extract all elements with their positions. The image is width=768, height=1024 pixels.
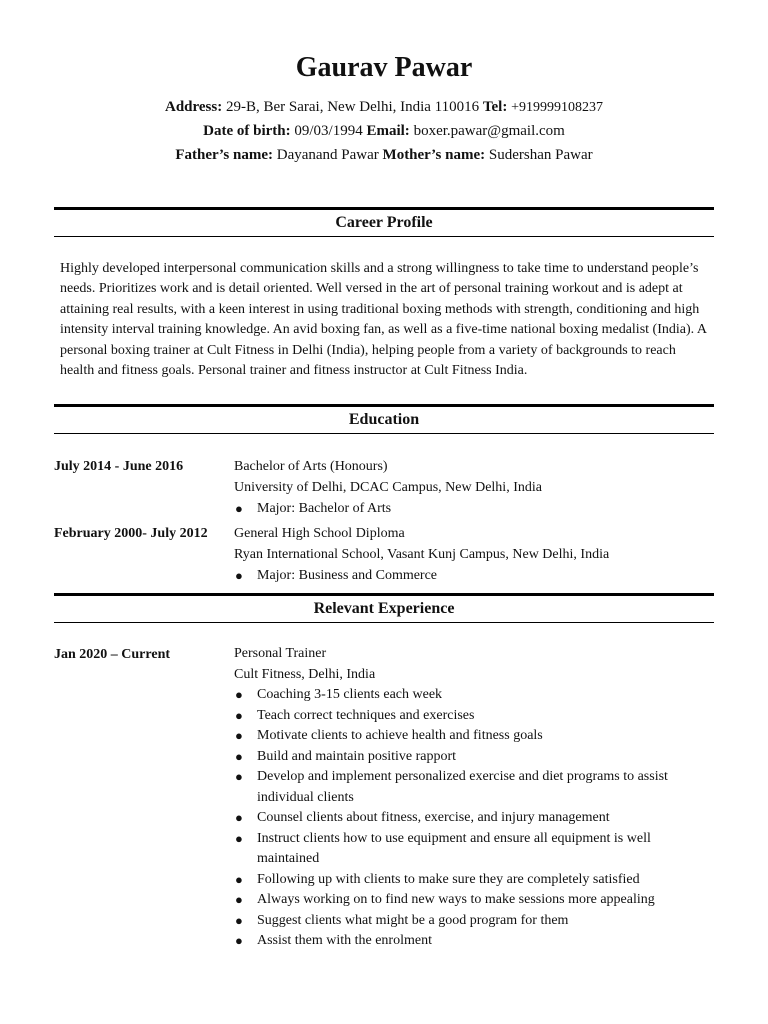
experience-entry — [234, 644, 714, 952]
bullet-icon: ● — [235, 933, 243, 948]
bullet-text: Suggest clients what might be a good program for them — [257, 912, 569, 928]
experience-company: Cult Fitness, Delhi, India — [234, 666, 376, 682]
experience-role: Personal Trainer — [234, 646, 327, 661]
experience-title: Relevant Experience — [313, 600, 455, 617]
mother-label: Mother’s name: — [382, 147, 486, 163]
education-bullets — [234, 565, 714, 586]
contact-line-dob — [0, 121, 768, 141]
list-item — [234, 498, 714, 519]
bullet-icon: ● — [235, 871, 243, 887]
contact-line-parents — [0, 145, 768, 165]
list-item — [234, 829, 714, 870]
education-major: Major: Business and Commerce — [257, 568, 438, 583]
list-item — [234, 931, 714, 952]
bullet-icon: ● — [235, 707, 243, 723]
bullet-icon: ● — [235, 568, 243, 583]
bullet-icon: ● — [235, 728, 243, 743]
list-item — [234, 685, 714, 706]
bullet-icon: ● — [235, 830, 243, 846]
bullet-text: Develop and implement personalized exercise and diet programs to assist individual clients — [257, 769, 668, 805]
mother-value: Sudershan Pawar — [488, 147, 593, 163]
dob-value: 09/03/1994 — [294, 123, 363, 139]
list-item — [234, 726, 714, 747]
bullet-icon: ● — [235, 687, 243, 702]
father-label: Father’s name: — [175, 147, 273, 163]
career-profile-text: Highly developed interpersonal communication skills and a strong willingness to take time to understand people’s needs. Prioritizes work and is detail oriented. Well versed in the art of personal training workout and is adept at attaining real results, with a keen interest in using traditional boxing methods with strength, conditioning and high intensity interval training knowledge. An avid boxing fan, as well as a five-time national boxing medalist (India). A personal boxing trainer at Cult Fitness in Delhi (India), helping people from a variety of backgrounds to reach health and fitness goals. Personal trainer and fitness instructor at Cult Fitness India. — [60, 261, 707, 379]
education-dates: July 2014 - June 2016 — [54, 459, 184, 474]
tel-value: +919999108237 — [511, 100, 603, 115]
address-label: Address: — [165, 99, 223, 115]
bullet-text: Coaching 3-15 clients each week — [257, 687, 443, 702]
bullet-icon: ● — [235, 892, 243, 907]
education-school: Ryan International School, Vasant Kunj Campus, New Delhi, India — [234, 547, 610, 562]
bullet-icon: ● — [235, 769, 243, 784]
experience-bullets — [234, 685, 714, 952]
bullet-icon: ● — [235, 501, 243, 516]
education-dates: February 2000- July 2012 — [54, 526, 208, 541]
bullet-text: Following up with clients to make sure they are completely satisfied — [257, 871, 640, 887]
email-label: Email: — [366, 123, 410, 139]
bullet-text: Always working on to find new ways to make sessions more appealing — [257, 892, 655, 907]
bullet-text: Build and maintain positive rapport — [257, 748, 457, 764]
bullet-icon: ● — [235, 748, 243, 764]
bullet-text: Teach correct techniques and exercises — [257, 707, 475, 723]
list-item — [234, 565, 714, 586]
education-school: University of Delhi, DCAC Campus, New Delhi, India — [234, 480, 542, 495]
bullet-text: Assist them with the enrolment — [257, 933, 432, 948]
bullet-icon: ● — [235, 810, 243, 825]
list-item — [234, 747, 714, 768]
email-value: boxer.pawar@gmail.com — [413, 123, 565, 139]
education-bullets — [234, 498, 714, 519]
education-entry — [234, 456, 714, 519]
education-major: Major: Bachelor of Arts — [257, 501, 392, 516]
education-degree: General High School Diploma — [234, 526, 405, 541]
father-value: Dayanand Pawar — [276, 147, 379, 163]
list-item — [234, 890, 714, 911]
bullet-text: Counsel clients about fitness, exercise, and injury management — [257, 810, 610, 825]
list-item — [234, 767, 714, 808]
education-entry — [234, 523, 714, 586]
career-profile-title: Career Profile — [335, 214, 433, 231]
bullet-text: Motivate clients to achieve health and fitness goals — [257, 728, 543, 743]
education-title: Education — [348, 411, 420, 428]
career-profile-header — [54, 207, 714, 237]
bullet-icon: ● — [235, 912, 243, 928]
tel-label: Tel: — [482, 99, 508, 115]
list-item — [234, 870, 714, 891]
education-header — [54, 404, 714, 434]
candidate-name: Gaurav Pawar — [295, 52, 473, 83]
contact-line-address — [0, 97, 768, 118]
bullet-text: Instruct clients how to use equipment and ensure all equipment is well maintained — [257, 830, 651, 866]
list-item — [234, 911, 714, 932]
experience-header — [54, 593, 714, 623]
experience-dates: Jan 2020 – Current — [54, 647, 171, 662]
list-item — [234, 706, 714, 727]
list-item — [234, 808, 714, 829]
address-value: 29-B, Ber Sarai, New Delhi, India 110016 — [225, 99, 480, 115]
education-degree: Bachelor of Arts (Honours) — [234, 459, 388, 474]
dob-label: Date of birth: — [203, 123, 291, 139]
